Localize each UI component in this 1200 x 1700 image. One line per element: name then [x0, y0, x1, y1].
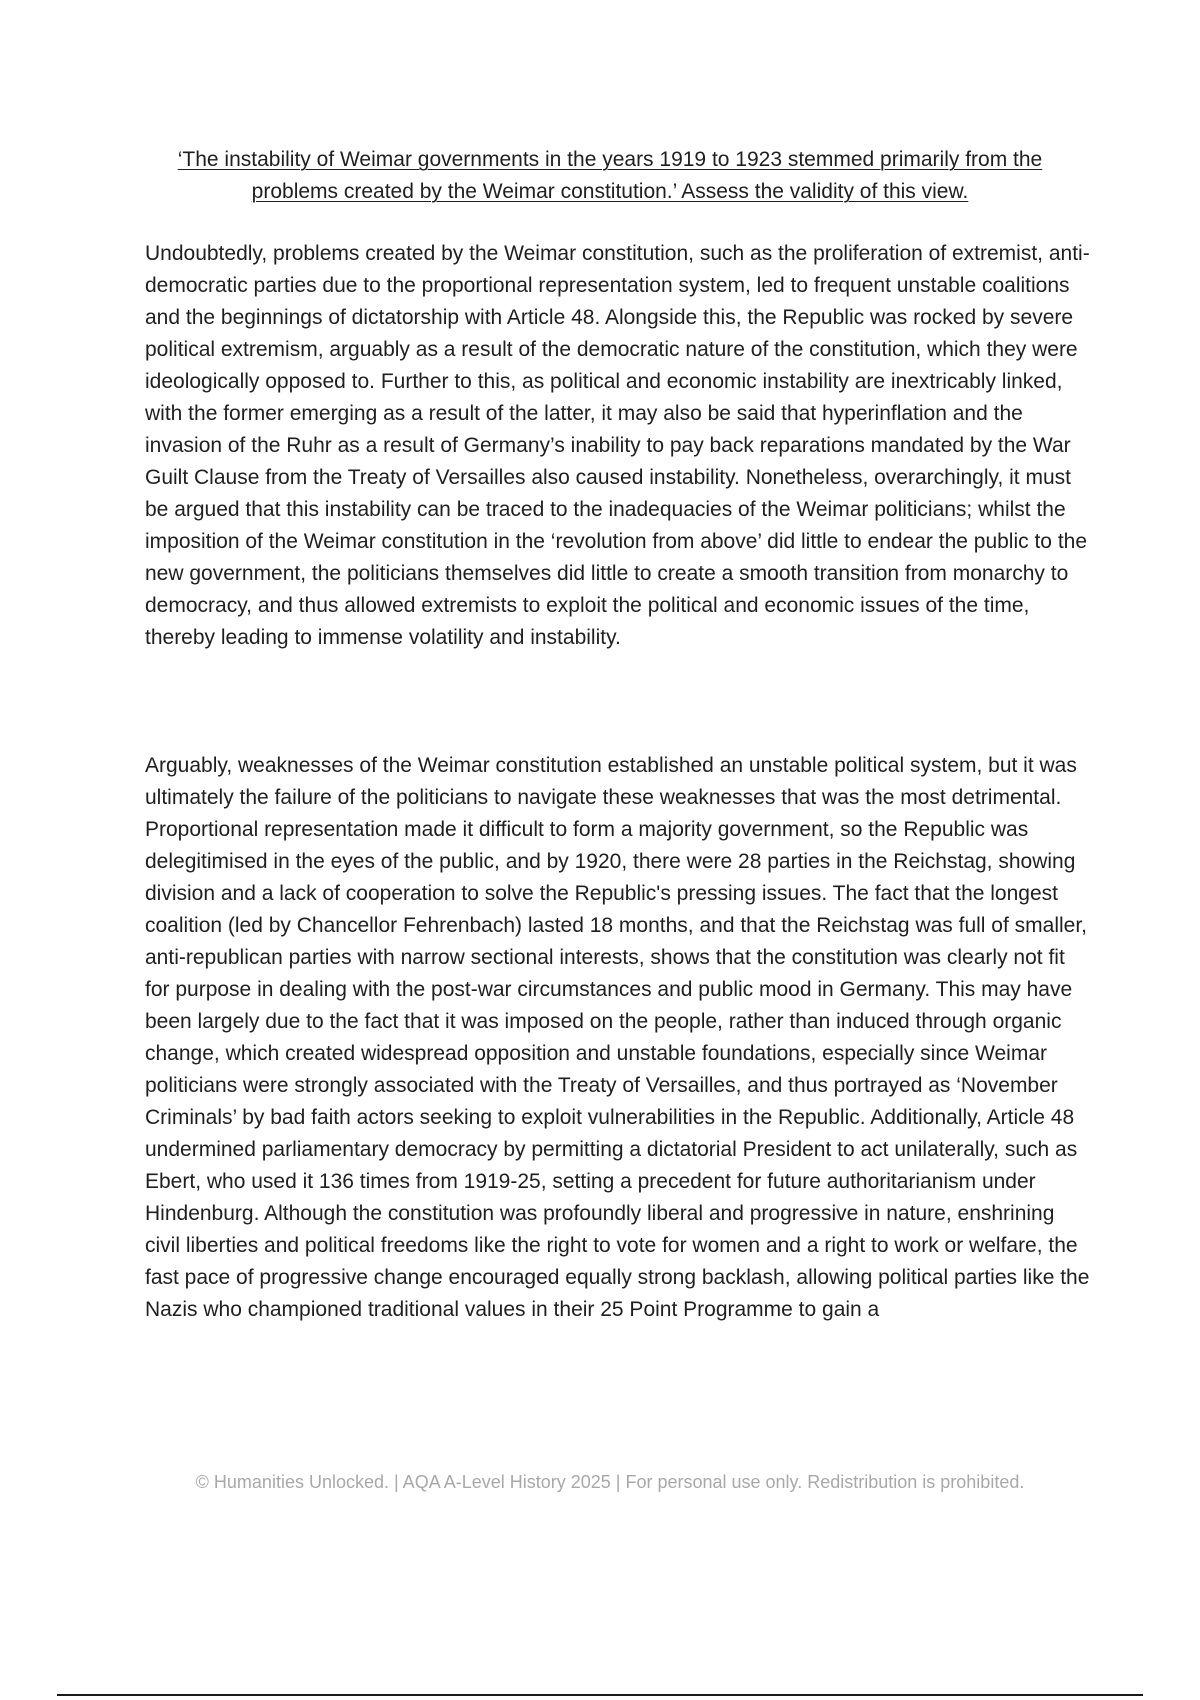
paragraph-introduction: Undoubtedly, problems created by the Weimar constitution, such as the proliferation of extremist, anti-democratic parties due to the proportional representation system, led to frequent unstable coalitions and the beginnings of dictatorship with Article 48. Alongside this, the Republic was rocked by severe political extremism, arguably as a result of the democratic nature of the constitution, which they were ideologically opposed to. Further to this, as political and economic instability are inextricably linked, with the former emerging as a result of the latter, it may also be said that hyperinflation and the invasion of the Ruhr as a result of Germany’s inability to pay back reparations mandated by the War Guilt Clause from the Treaty of Versailles also caused instability. Nonetheless, overarchingly, it must be argued that this instability can be traced to the inadequacies of the Weimar politicians; whilst the imposition of the Weimar constitution in the ‘revolution from above’ did little to endear the public to the new government, the politicians themselves did little to create a smooth transition from monarchy to democracy, and thus allowed extremists to exploit the political and economic issues of the time, thereby leading to immense volatility and instability. [145, 242, 1090, 649]
bottom-divider [57, 1694, 1143, 1696]
paragraph-constitution-weaknesses: Arguably, weaknesses of the Weimar constitution established an unstable political system, but it was ultimately the failure of the politicians to navigate these weaknesses that was the most detrimental. Proportional representation made it difficult to form a majority government, so the Republic was delegitimised in the eyes of the public, and by 1920, there were 28 parties in the Reichstag, showing division and a lack of cooperation to solve the Republic's pressing issues. The fact that the longest coalition (led by Chancellor Fehrenbach) lasted 18 months, and that the Reichstag was full of smaller, anti-republican parties with narrow sectional interests, shows that the constitution was clearly not fit for purpose in dealing with the post-war circumstances and public mood in Germany. This may have been largely due to the fact that it was imposed on the people, rather than induced through organic change, which created widespread opposition and unstable foundations, especially since Weimar politicians were strongly associated with the Treaty of Versailles, and thus portrayed as ‘November Criminals’ by bad faith actors seeking to exploit vulnerabilities in the Republic. Additionally, Article 48 undermined parliamentary democracy by permitting a dictatorial President to act unilaterally, such as Ebert, who used it 136 times from 1919-25, setting a precedent for future authoritarianism under Hindenburg. Although the constitution was profoundly liberal and progressive in nature, enshrining civil liberties and political freedoms like the right to vote for women and a right to work or welfare, the fast pace of progressive change encouraged equally strong backlash, allowing political parties like the Nazis who championed traditional values in their 25 Point Programme to gain a [145, 754, 1090, 1321]
essay-question-title: ‘The instability of Weimar governments in the years 1919 to 1923 stemmed primarily from the problems created by the Weimar constitution.’ Assess the validity of this view. [177, 148, 1043, 203]
copyright-footer: © Humanities Unlocked. | AQA A-Level History 2025 | For personal use only. Redistribution is prohibited. [195, 1472, 1025, 1492]
